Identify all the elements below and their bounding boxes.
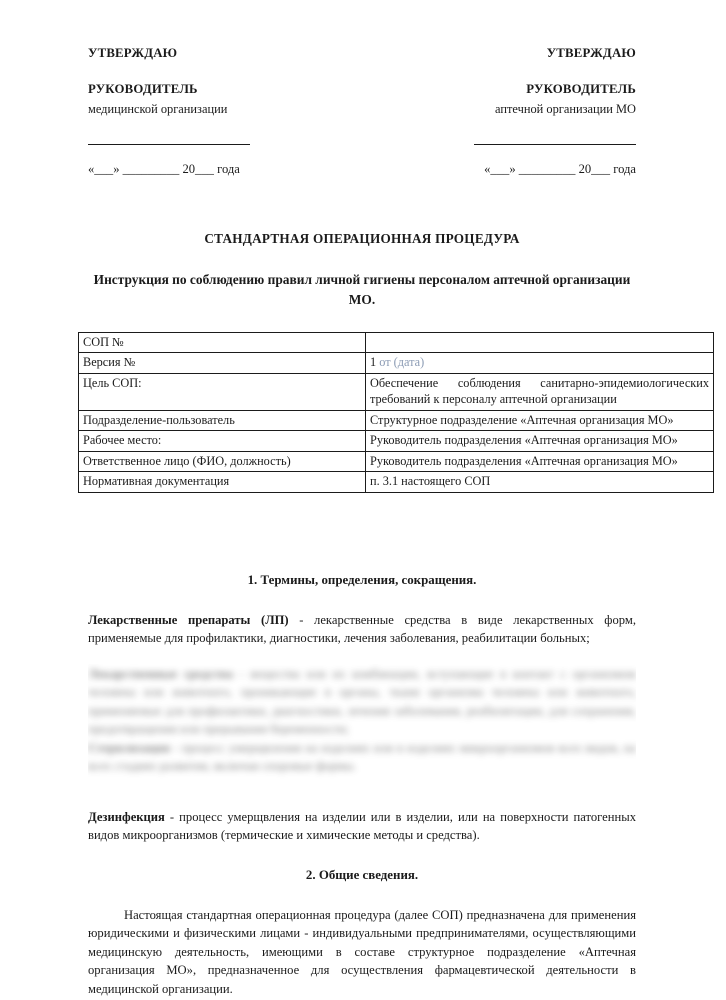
row-value-goal: Обеспечение соблюдения санитарно-эпидемиологических требований к персоналу аптечной организации — [366, 373, 714, 410]
redacted-definition-2: - процесс умерщвления на изделиях или в изделиях микроорганизмов всех видов, на всех стадиях развития, включая споровые формы. — [88, 740, 636, 773]
version-number: 1 — [370, 355, 377, 370]
table-row — [79, 410, 714, 430]
paragraph-medicinal-products — [88, 611, 636, 648]
redacted-definition-1: - вещества или их комбинации, вступающие в контакт с организмом человека или животного, проникающие в органы, ткани организма человека или животного, применяемые для профилактики, диагностики, лечения заболевания, реабилитации, для сохранения, предотвращения или прерывания беременности; — [88, 667, 636, 737]
approval-word-right: УТВЕРЖДАЮ — [546, 46, 636, 60]
row-value-sop-number — [366, 333, 714, 353]
redacted-text-region — [88, 664, 636, 806]
approval-org-left: медицинской организации — [88, 101, 228, 116]
document-title: СТАНДАРТНАЯ ОПЕРАЦИОННАЯ ПРОЦЕДУРА — [204, 231, 520, 246]
definition-disinfection: - процесс умерщвления на изделии или в изделии, или на поверхности патогенных видов микроорганизмов (термические и химические методы и средства). — [88, 810, 636, 843]
row-label-goal: Цель СОП: — [79, 373, 366, 410]
approval-column-left — [88, 44, 303, 179]
term-medicinal-products: Лекарственные препараты (ЛП) — [88, 613, 289, 627]
table-row — [79, 333, 714, 353]
approval-block — [88, 44, 636, 179]
sop-info-table — [78, 332, 714, 493]
version-date-placeholder: от (дата) — [376, 355, 425, 370]
table-row — [79, 431, 714, 451]
row-value-normative: п. 3.1 настоящего СОП — [366, 472, 714, 492]
approval-role-left: РУКОВОДИТЕЛЬ — [88, 82, 198, 97]
approval-date-left: «___» _________ 20___ года — [88, 161, 240, 176]
paragraph-general-info: Настоящая стандартная операционная процедура (далее СОП) предназначена для применения юридическими и физическими лицами - индивидуальными предпринимателями, осуществляющими медицинскую деятельность, имеющими в составе структурное подразделение «Аптечная организация МО», предназначенное для осуществления фармацевтической деятельности в медицинской организации. — [88, 908, 636, 996]
signature-line-right — [474, 144, 636, 145]
row-label-workplace: Рабочее место: — [79, 431, 366, 451]
definition-medicinal-products: - лекарственные средства в виде лекарственных форм, применяемые для профилактики, диагностики, лечения заболевания, реабилитации больных; — [88, 613, 636, 646]
row-label-normative: Нормативная документация — [79, 472, 366, 492]
table-row — [79, 472, 714, 492]
row-value-unit: Структурное подразделение «Аптечная организация МО» — [366, 410, 714, 430]
redacted-term-2: Стерилизация — [88, 740, 170, 755]
row-label-sop-number: СОП № — [79, 333, 366, 353]
approval-column-right — [421, 44, 636, 179]
term-disinfection: Дезинфекция — [88, 810, 165, 824]
table-row — [79, 451, 714, 471]
table-row — [79, 373, 714, 410]
paragraph-disinfection — [88, 808, 636, 845]
row-value-workplace: Руководитель подразделения «Аптечная организация МО» — [366, 431, 714, 451]
row-label-unit: Подразделение-пользователь — [79, 410, 366, 430]
section-2-heading: 2. Общие сведения. — [305, 868, 419, 882]
section-1-heading: 1. Термины, определения, сокращения. — [247, 573, 477, 587]
table-row — [79, 353, 714, 373]
approval-word-left: УТВЕРЖДАЮ — [88, 46, 178, 60]
redacted-term-1: Лекарственные средства — [88, 667, 234, 681]
redacted-text-content — [88, 664, 636, 775]
row-label-version: Версия № — [79, 353, 366, 373]
signature-line-left — [88, 144, 250, 145]
document-subtitle: Инструкция по соблюдению правил личной гигиены персоналом аптечной организации МО. — [93, 272, 631, 308]
row-label-responsible: Ответственное лицо (ФИО, должность) — [79, 451, 366, 471]
approval-org-right: аптечной организации МО — [495, 101, 636, 116]
approval-role-right: РУКОВОДИТЕЛЬ — [526, 82, 636, 97]
row-value-version — [366, 353, 714, 373]
approval-date-right: «___» _________ 20___ года — [484, 161, 636, 176]
row-value-responsible: Руководитель подразделения «Аптечная организация МО» — [366, 451, 714, 471]
